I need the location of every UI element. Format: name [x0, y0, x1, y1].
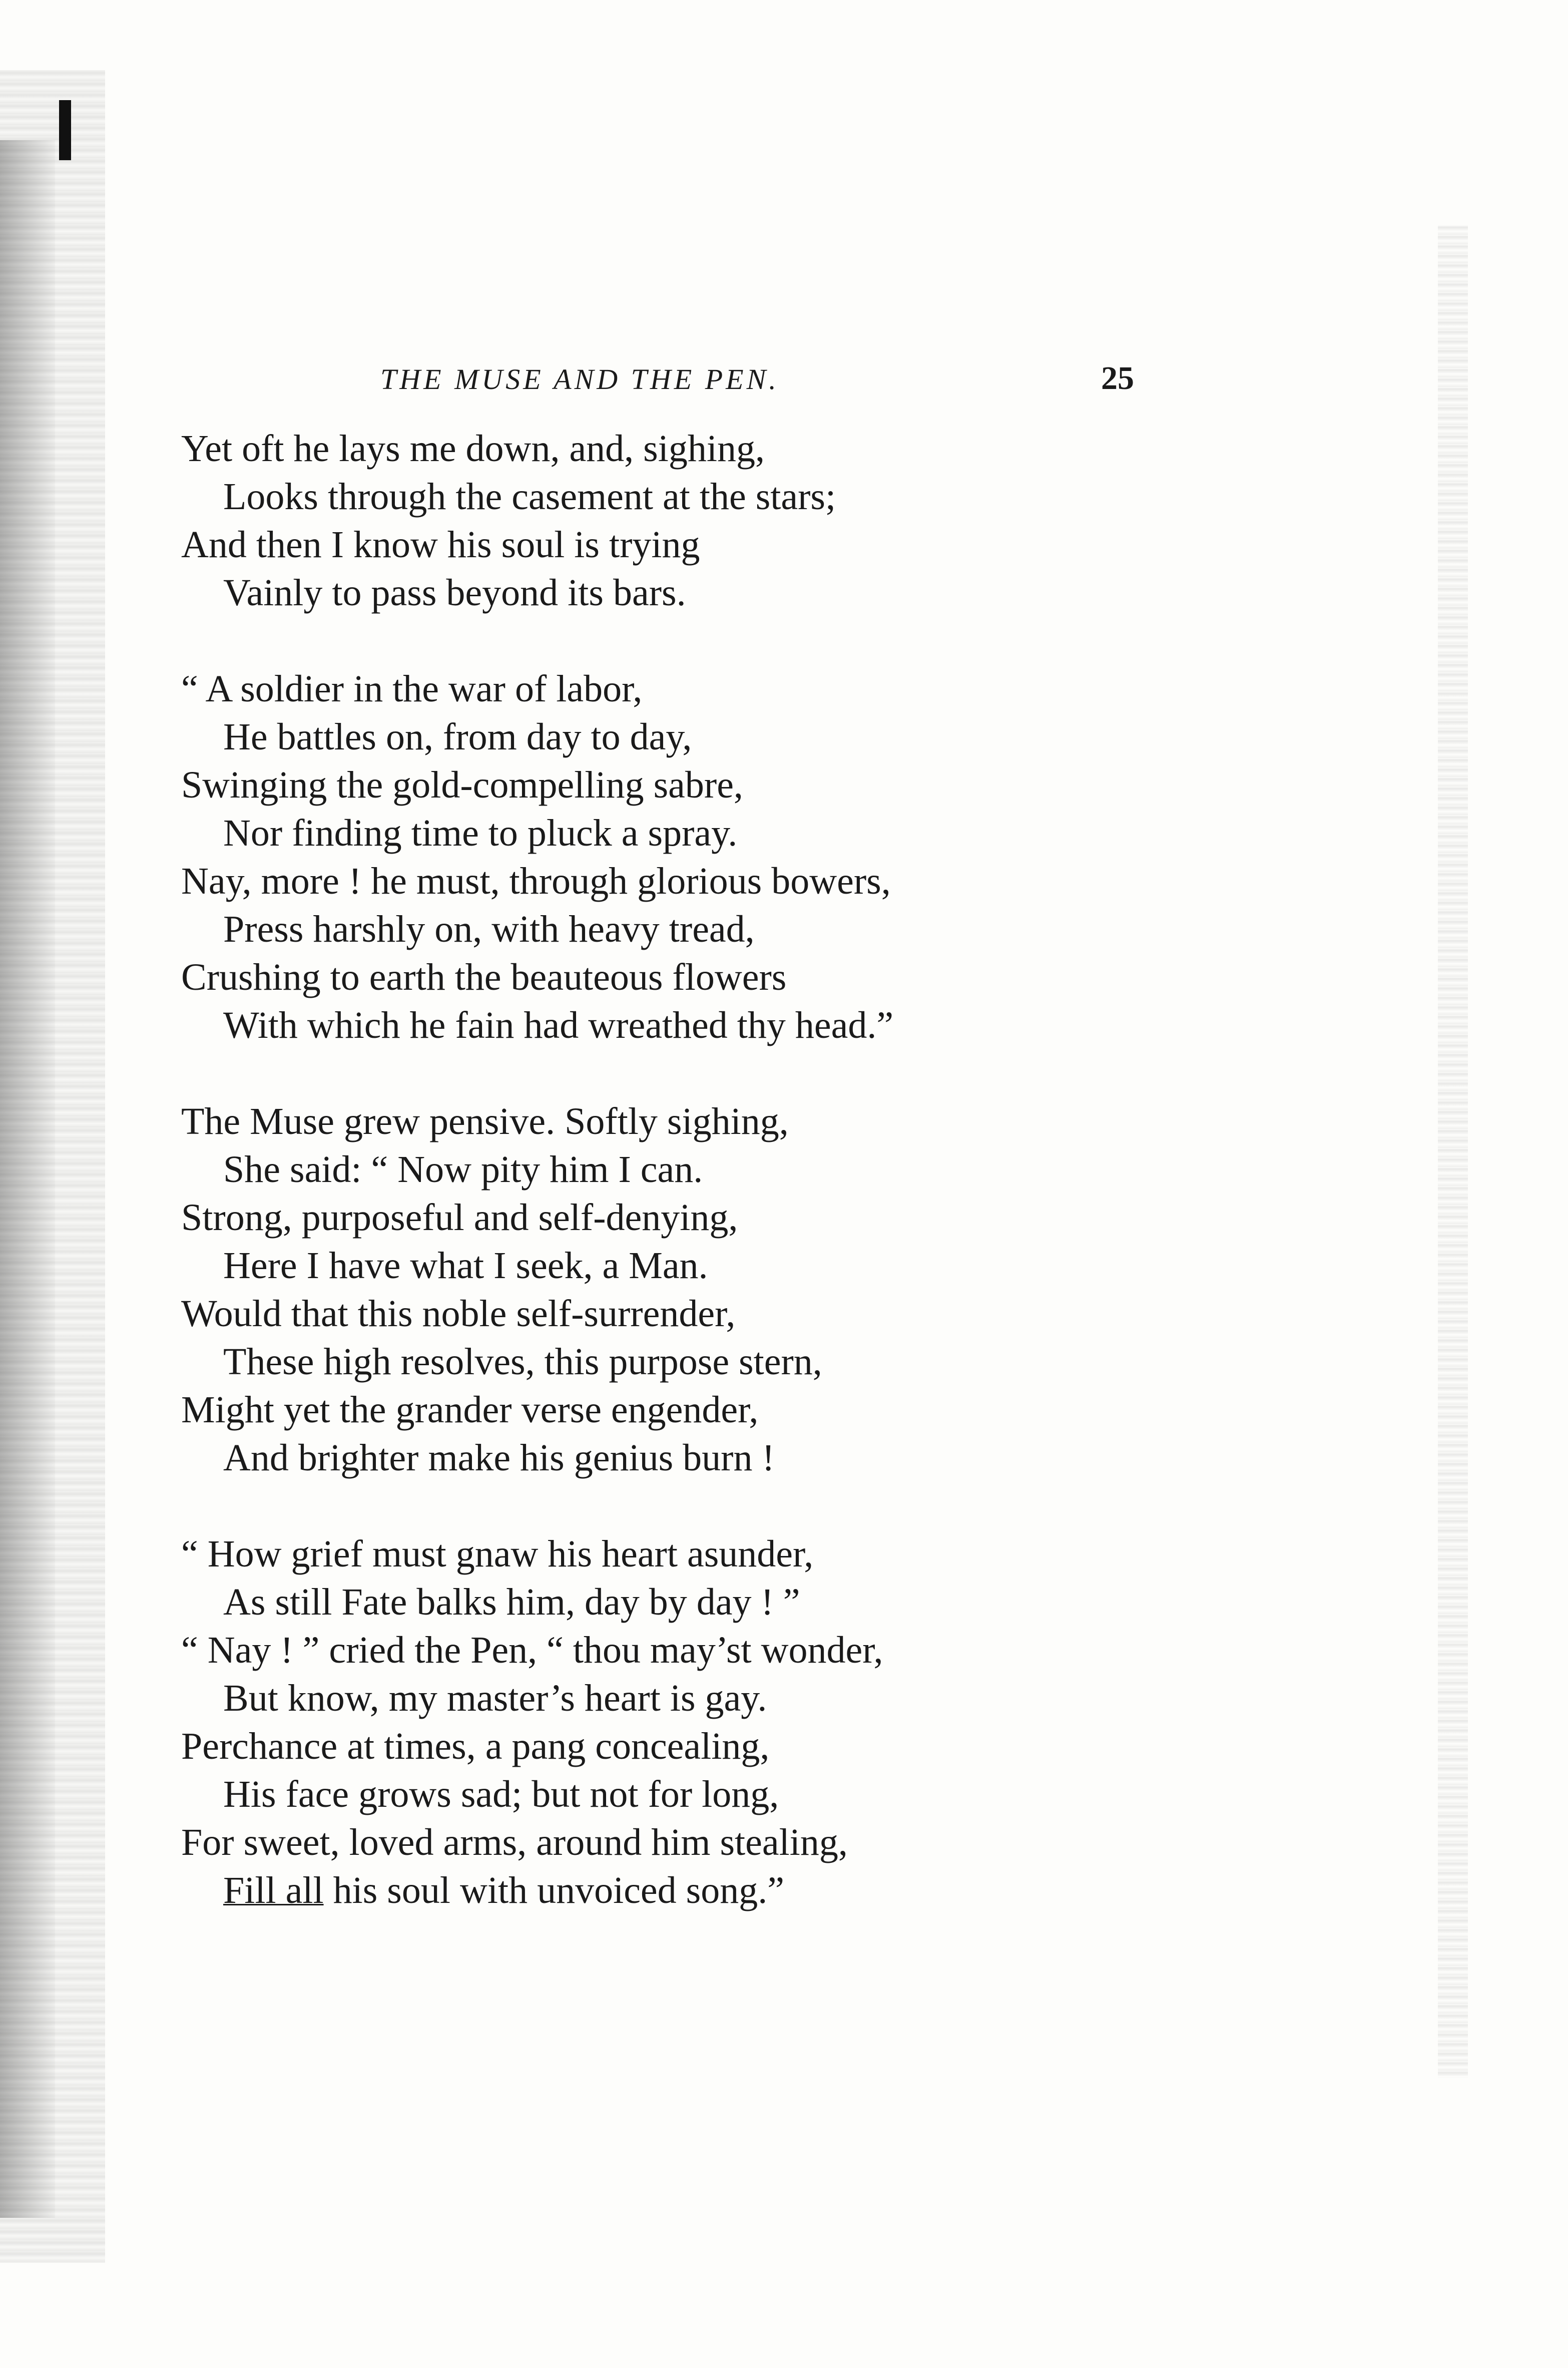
poem-line: “ How grief must gnaw his heart asunder,: [181, 1533, 814, 1575]
binding-gutter-edge: [0, 140, 55, 2218]
poem-line: His face grows sad; but not for long,: [223, 1773, 779, 1815]
poem-line: Here I have what I seek, a Man.: [223, 1245, 708, 1287]
poem-line: “ Nay ! ” cried the Pen, “ thou may’st wonder,: [181, 1629, 883, 1671]
poem-line: Looks through the casement at the stars;: [223, 476, 836, 518]
poem-line: But know, my master’s heart is gay.: [223, 1677, 767, 1719]
poem-line: Vainly to pass beyond its bars.: [223, 572, 686, 614]
poem-line: The Muse grew pensive. Softly sighing,: [181, 1100, 789, 1142]
poem-line: Crushing to earth the beauteous flowers: [181, 956, 787, 998]
stanza: [181, 425, 1407, 617]
poem-line: With which he fain had wreathed thy head.”: [223, 1004, 894, 1046]
poem-final-line: [181, 1866, 1407, 1914]
poem-line: Perchance at times, a pang concealing,: [181, 1725, 770, 1767]
running-title: THE MUSE AND THE PEN.: [380, 363, 779, 396]
poem-line: Press harshly on, with heavy tread,: [223, 908, 755, 950]
poem-line: Would that this noble self-surrender,: [181, 1293, 736, 1335]
poem-line: He battles on, from day to day,: [223, 716, 692, 758]
underlined-words: Fill all: [223, 1869, 324, 1911]
stanza: [181, 665, 1407, 1049]
poem-line: Yet oft he lays me down, and, sighing,: [181, 428, 765, 470]
poem-body: [181, 425, 1407, 1962]
stanza: [181, 1097, 1407, 1482]
poem-line: These high resolves, this purpose stern,: [223, 1341, 822, 1383]
poem-line: Strong, purposeful and self-denying,: [181, 1197, 738, 1239]
page-edge-speckle: [1438, 225, 1468, 2078]
poem-line: Nor finding time to pluck a spray.: [223, 812, 738, 854]
page-number: 25: [1101, 360, 1134, 397]
final-line-rest: his soul with unvoiced song.”: [323, 1869, 784, 1911]
poem-line: Nay, more ! he must, through glorious bowers,: [181, 860, 891, 902]
stanza: [181, 1530, 1407, 1914]
binding-mark: [59, 100, 71, 160]
poem-line: For sweet, loved arms, around him stealing,: [181, 1821, 848, 1863]
poem-line: Might yet the grander verse engender,: [181, 1389, 759, 1431]
poem-line: And then I know his soul is trying: [181, 524, 700, 566]
poem-line: Swinging the gold-compelling sabre,: [181, 764, 743, 806]
poem-line: As still Fate balks him, day by day ! ”: [223, 1581, 800, 1623]
poem-line: And brighter make his genius burn !: [223, 1437, 775, 1479]
poem-line: She said: “ Now pity him I can.: [223, 1148, 703, 1191]
poem-line: “ A soldier in the war of labor,: [181, 668, 643, 710]
